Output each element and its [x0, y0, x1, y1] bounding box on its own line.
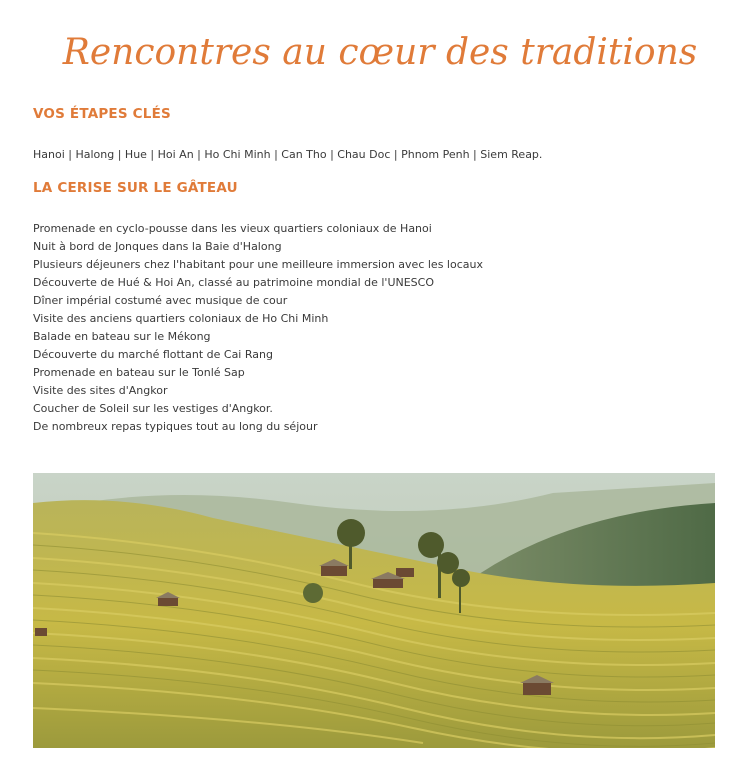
stops-list: Hanoi | Halong | Hue | Hoi An | Ho Chi Minh | Can Tho | Chau Doc | Phnom Penh | Siem Reap.	[33, 148, 543, 161]
photo-illustration	[33, 473, 715, 748]
list-item: Promenade en cyclo-pousse dans les vieux quartiers coloniaux de Hanoi	[33, 222, 432, 235]
list-item: Visite des anciens quartiers coloniaux de Ho Chi Minh	[33, 312, 329, 325]
list-item: Nuit à bord de Jonques dans la Baie d'Halong	[33, 240, 282, 253]
list-item: Coucher de Soleil sur les vestiges d'Angkor.	[33, 402, 273, 415]
page-title-text: Rencontres au cœur des traditions	[62, 32, 698, 73]
highlights-list	[33, 220, 713, 436]
rice-terraces-photo	[33, 473, 715, 748]
list-item: Découverte du marché flottant de Cai Rang	[33, 348, 273, 361]
list-item: Balade en bateau sur le Mékong	[33, 330, 211, 343]
list-item: De nombreux repas typiques tout au long du séjour	[33, 420, 318, 433]
stops-heading: VOS ÉTAPES CLÉS	[33, 106, 171, 122]
list-item: Dîner impérial costumé avec musique de cour	[33, 294, 288, 307]
page-title	[0, 14, 740, 84]
list-item: Plusieurs déjeuners chez l'habitant pour une meilleure immersion avec les locaux	[33, 258, 483, 271]
list-item: Promenade en bateau sur le Tonlé Sap	[33, 366, 245, 379]
list-item: Visite des sites d'Angkor	[33, 384, 168, 397]
highlights-heading: LA CERISE SUR LE GÂTEAU	[33, 180, 238, 196]
list-item: Découverte de Hué & Hoi An, classé au patrimoine mondial de l'UNESCO	[33, 276, 434, 289]
